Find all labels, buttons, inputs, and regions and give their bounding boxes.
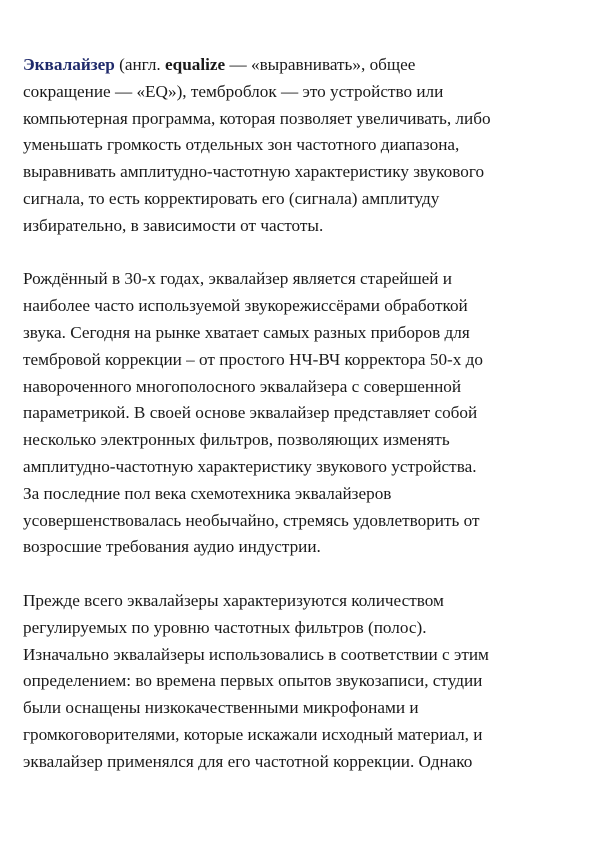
text-line — [23, 427, 583, 454]
text-line — [23, 668, 583, 695]
text-line — [23, 481, 583, 508]
text-line — [23, 508, 583, 535]
text-line — [23, 588, 583, 615]
text-line — [23, 159, 583, 186]
text-line — [23, 642, 583, 669]
text-segment: усовершенствовалась необычайно, стремясь удовлетворить от — [23, 510, 480, 530]
bold-text: equalize — [165, 55, 226, 74]
paragraph-1 — [23, 52, 583, 240]
text-line — [23, 132, 583, 159]
text-line — [23, 186, 583, 213]
text-line — [23, 347, 583, 374]
text-line — [23, 454, 583, 481]
text-segment: сокращение — «EQ»), темброблок — это устройство или — [23, 81, 444, 101]
text-segment: эквалайзер применялся для его частотной коррекции. Однако — [23, 751, 473, 771]
text-line — [23, 213, 583, 240]
text-segment: выравнивать амплитудно-частотную характеристику звукового — [23, 162, 485, 182]
text-line — [23, 695, 583, 722]
text-segment: Рождённый в 30-х годах, эквалайзер является старейшей и — [23, 269, 452, 289]
text-segment: Прежде всего эквалайзеры характеризуются количеством — [23, 590, 444, 610]
text-segment: звука. Сегодня на рынке хватает самых разных приборов для — [23, 322, 470, 342]
text-segment: наиболее часто используемой звукорежиссёрами обработкой — [23, 296, 468, 316]
text-line — [23, 749, 583, 776]
paragraph-3 — [23, 588, 583, 776]
text-segment: громкоговорителями, которые искажали исходный материал, и — [23, 724, 483, 744]
text-segment: навороченного многополосного эквалайзера с совершенной — [23, 376, 462, 396]
text-segment: амплитудно-частотную характеристику звукового устройства. — [23, 456, 477, 476]
text-segment: избирательно, в зависимости от частоты. — [23, 215, 324, 235]
text-line — [23, 400, 583, 427]
text-line — [23, 293, 583, 320]
text-segment: За последние пол века схемотехника эквалайзеров — [23, 483, 392, 503]
text-segment: определением: во времена первых опытов звукозаписи, студии — [23, 671, 483, 691]
text-segment: тембровой коррекции – от простого НЧ-ВЧ корректора 50-х до — [23, 349, 483, 369]
text-segment: возросшие требования аудио индустрии. — [23, 537, 321, 557]
text-segment: были оснащены низкокачественными микрофонами и — [23, 698, 419, 718]
text-line — [23, 266, 583, 293]
text-segment: несколько электронных фильтров, позволяющих изменять — [23, 430, 450, 450]
document-page — [23, 52, 583, 802]
text-segment: сигнала, то есть корректировать его (сигнала) амплитуду — [23, 188, 440, 208]
text-segment: Изначально эквалайзеры использовались в соответствии с этим — [23, 644, 489, 664]
term-highlight: Эквалайзер — [23, 55, 115, 74]
text-segment: регулируемых по уровню частотных фильтров (полос). — [23, 617, 427, 637]
text-segment: параметрикой. В своей основе эквалайзер представляет собой — [23, 403, 478, 423]
text-line — [23, 615, 583, 642]
text-segment: — «выравнивать», общее — [225, 55, 416, 74]
text-line — [23, 320, 583, 347]
text-line — [23, 106, 583, 133]
text-line — [23, 722, 583, 749]
text-line — [23, 534, 583, 561]
paragraph-2 — [23, 266, 583, 561]
text-line — [23, 52, 583, 79]
text-line — [23, 374, 583, 401]
text-line — [23, 79, 583, 106]
text-segment: компьютерная программа, которая позволяет увеличивать, либо — [23, 108, 491, 128]
text-segment: (англ. — [114, 55, 166, 74]
text-segment: уменьшать громкость отдельных зон частотного диапазона, — [23, 135, 460, 155]
